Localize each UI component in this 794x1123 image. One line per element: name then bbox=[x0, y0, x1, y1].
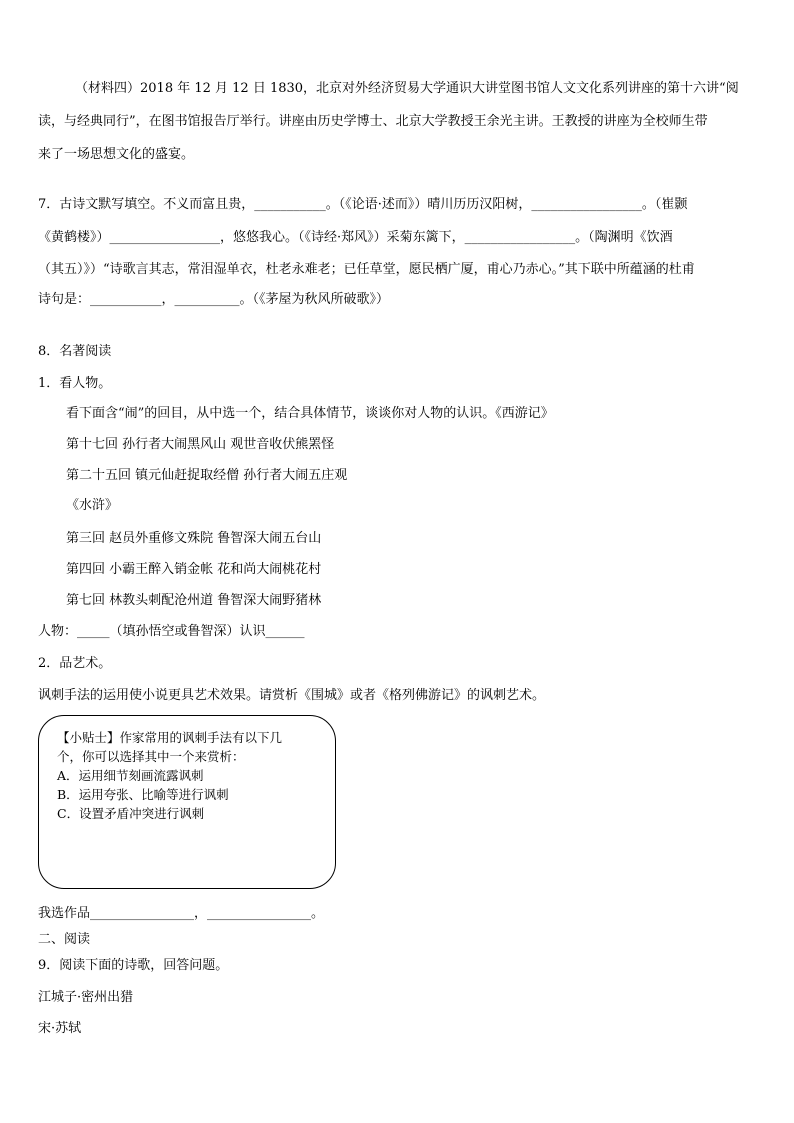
xiyouji-chapter-2: 第二十五回 镇元仙赶捉取经僧 孙行者大闹五庄观 bbox=[66, 468, 348, 483]
q8-prompt: 看下面含“闹”的回目，从中选一个，结合具体情节，谈谈你对人物的认识。《西游记》 bbox=[66, 406, 554, 421]
tip-option-c: C．设置矛盾冲突进行讽刺 bbox=[57, 806, 205, 821]
material4-line3: 来了一场思想文化的盛宴。 bbox=[38, 147, 195, 162]
material4-line1: （材料四）2018 年 12 月 12 日 1830，北京对外经济贸易大学通识大讲堂图书馆人文文化系列讲座的第十六讲“阅 bbox=[75, 81, 739, 96]
q7-line2: 《黄鹤楼》）_________________，悠悠我心。（《诗经·郑风》）采菊东篱下，_________________。（陶渊明《饮酒 bbox=[38, 230, 673, 245]
material4-line2: 读，与经典同行”，在图书馆报告厅举行。讲座由历史学博士、北京大学教授王余光主讲。王教授的讲座为全校师生带 bbox=[38, 114, 708, 129]
q7-line4: 诗句是：___________，__________。（《茅屋为秋风所破歌》） bbox=[38, 292, 390, 307]
q8-part1-title: 1．看人物。 bbox=[38, 376, 112, 391]
tip-option-b: B．运用夸张、比喻等进行讽刺 bbox=[57, 787, 229, 802]
choice-line: 我选作品________________，________________。 bbox=[38, 906, 325, 921]
shuihu-chapter-3: 第七回 林教头刺配沧州道 鲁智深大闹野猪林 bbox=[66, 593, 322, 608]
tip-line1: 【小贴士】作家常用的讽刺手法有以下几 bbox=[57, 730, 283, 745]
q8-part2-title: 2．品艺术。 bbox=[38, 656, 112, 671]
q7-line1: 7．古诗文默写填空。不义而富且贵，___________。（《论语·述而》）晴川历历汉阳树，_________________。（崔颢 bbox=[38, 197, 688, 212]
tip-option-a: A．运用细节刻画流露讽刺 bbox=[57, 768, 204, 783]
person-line: 人物：_____（填孙悟空或鲁智深）认识______ bbox=[38, 624, 305, 639]
section2-title: 二、阅读 bbox=[38, 932, 91, 947]
shuihu-chapter-1: 第三回 赵员外重修文殊院 鲁智深大闹五台山 bbox=[66, 531, 322, 546]
tip-line2: 个，你可以选择其中一个来赏析： bbox=[57, 749, 245, 764]
tip-box bbox=[38, 715, 336, 889]
shuihu-title: 《水浒》 bbox=[66, 498, 119, 513]
q9-title: 9．阅读下面的诗歌，回答问题。 bbox=[38, 958, 229, 973]
shuihu-chapter-2: 第四回 小霸王醉入销金帐 花和尚大闹桃花村 bbox=[66, 562, 322, 577]
poem-title: 江城子·密州出猎 bbox=[38, 990, 134, 1005]
xiyouji-chapter-1: 第十七回 孙行者大闹黑风山 观世音收伏熊罴怪 bbox=[66, 437, 335, 452]
q7-line3: （其五）》）“诗歌言其志，常泪湿单衣，杜老永难老；已任草堂，愿民栖广厦，甫心乃赤心。”其下联中所蕴涵的杜甫 bbox=[38, 262, 695, 277]
poem-author: 宋·苏轼 bbox=[38, 1021, 82, 1036]
q8-part2-prompt: 讽刺手法的运用使小说更具艺术效果。请赏析《围城》或者《格列佛游记》的讽刺艺术。 bbox=[38, 688, 546, 703]
q8-title: 8．名著阅读 bbox=[38, 344, 112, 359]
